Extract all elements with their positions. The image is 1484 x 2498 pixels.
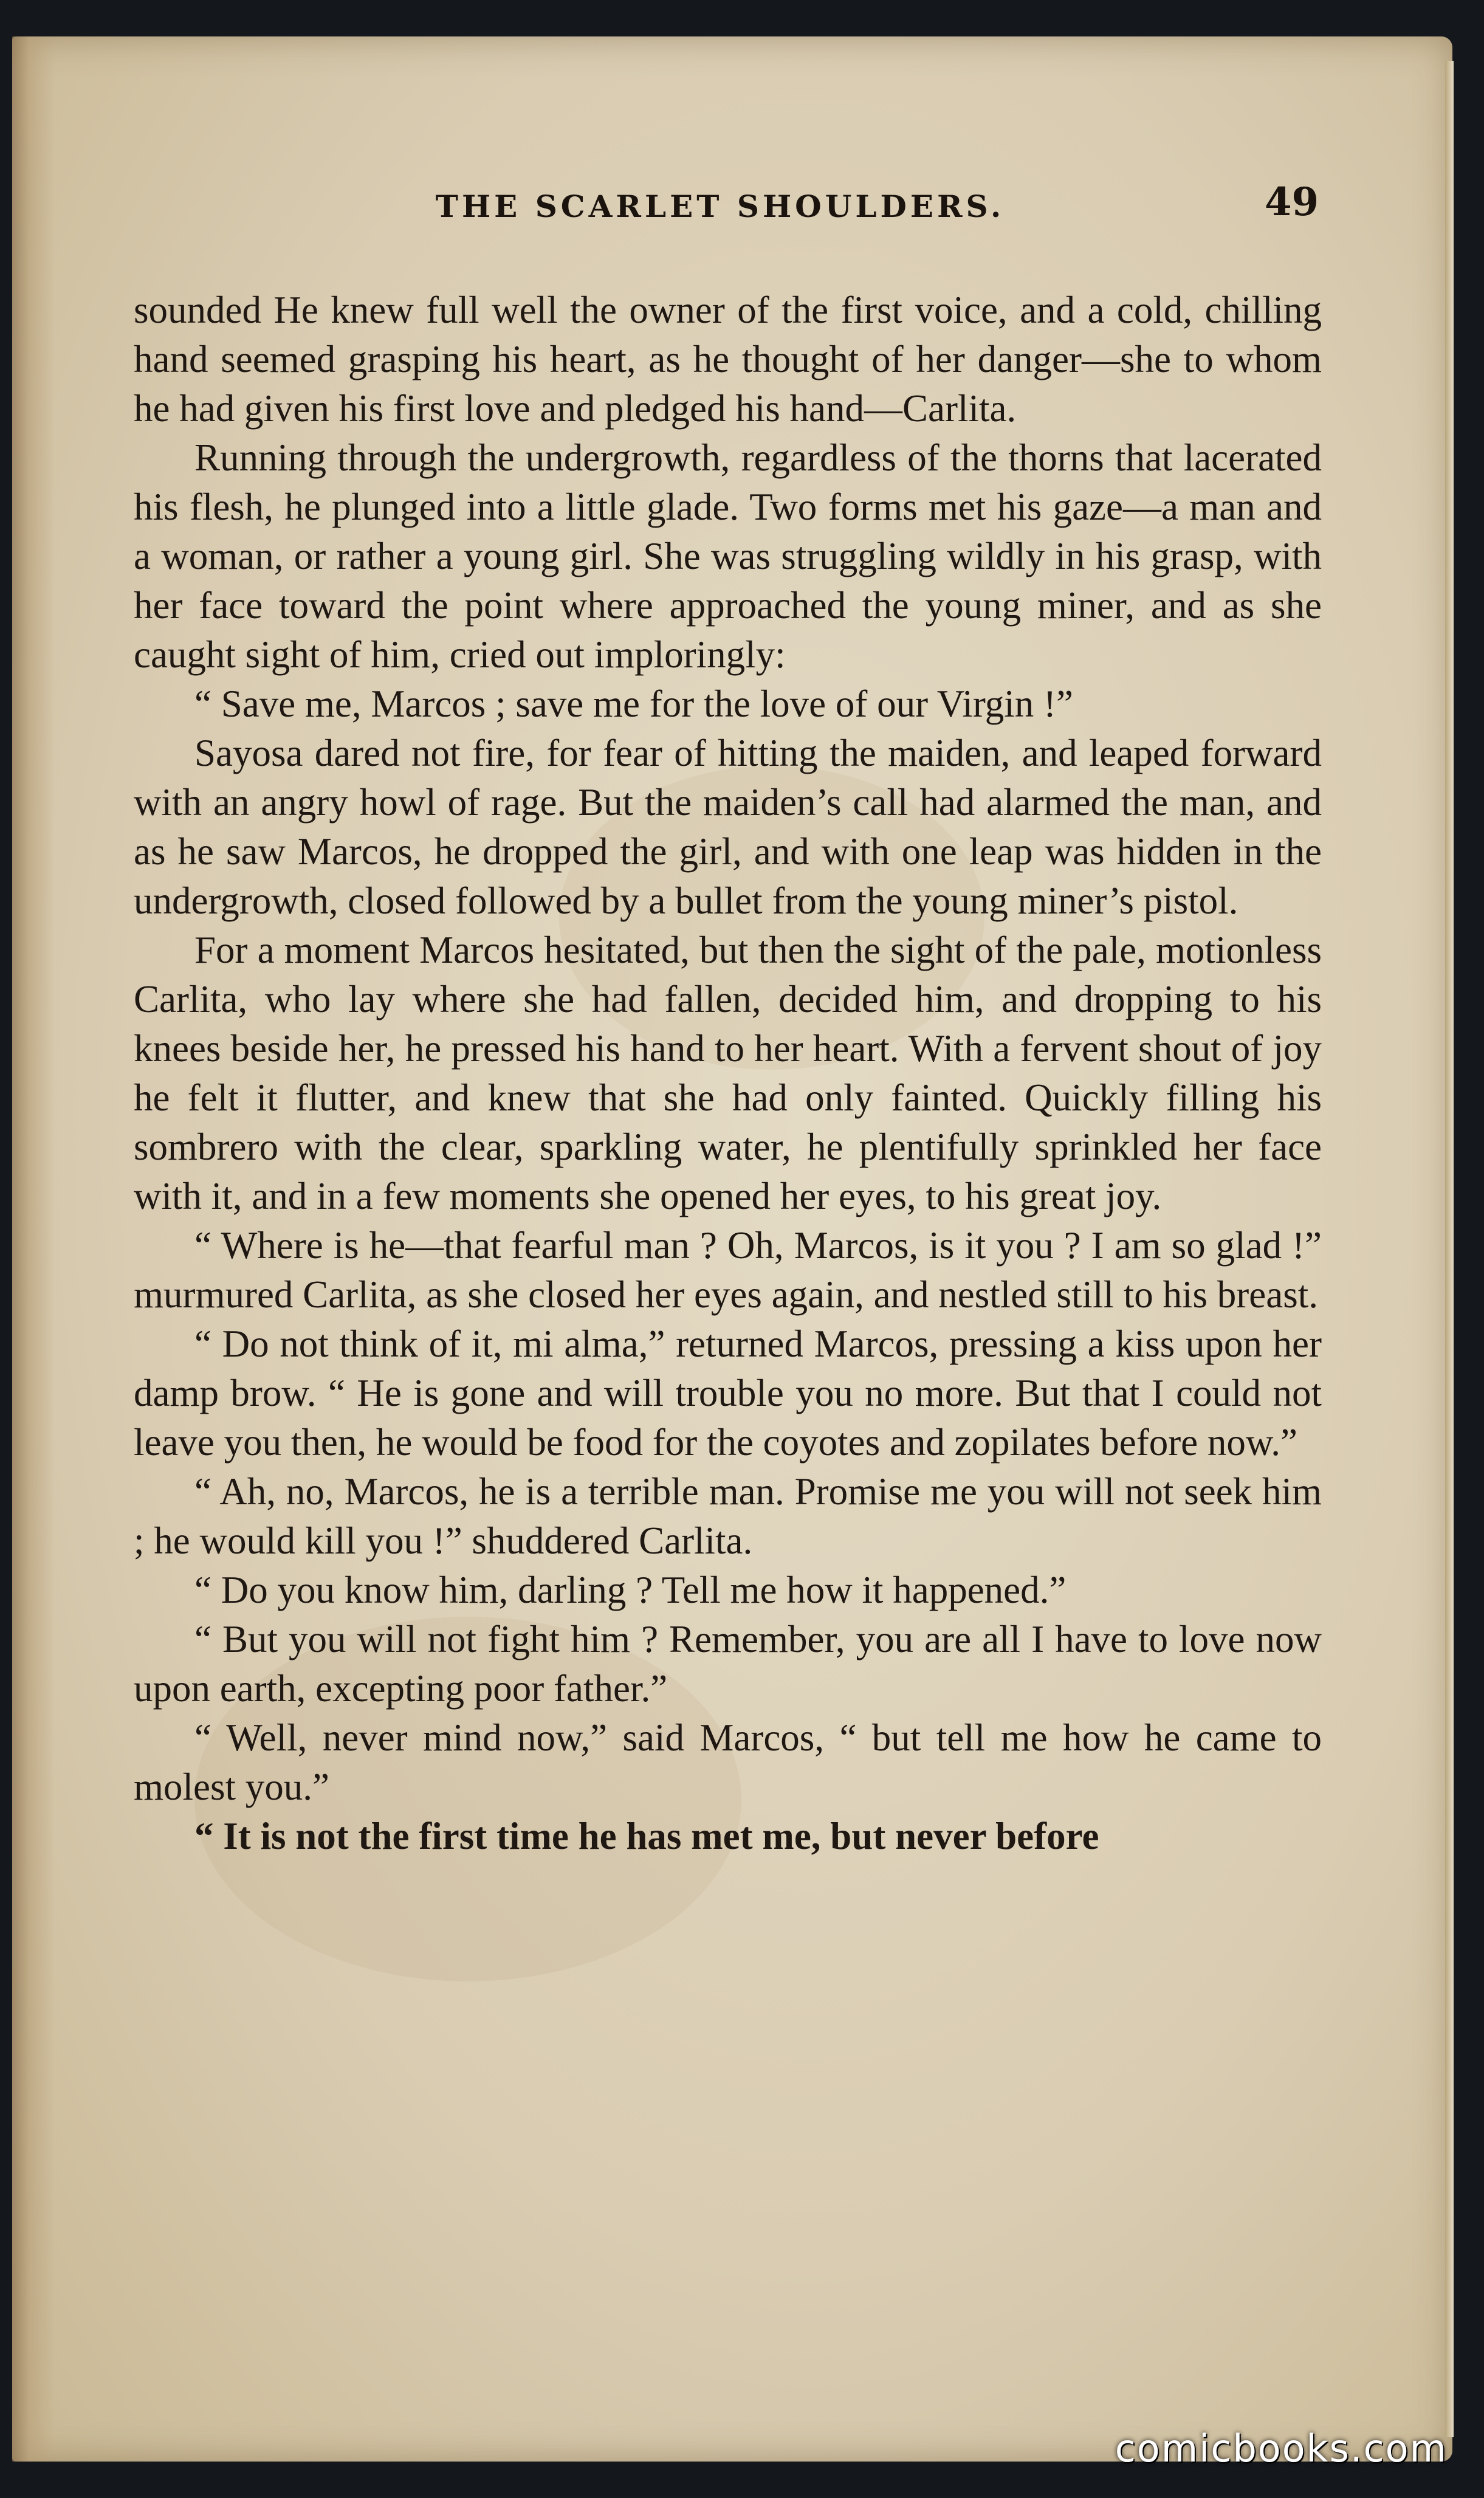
paragraph: Sayosa dared not fire, for fear of hitting the maiden, and leaped forward with an angry howl of rage. But the maiden’s call had alarmed the man, and as he saw Marcos, he dropped the girl, and with one leap was hidden in the undergrowth, closed followed by a bullet from the young miner’s pistol.: [134, 732, 1322, 922]
paragraph: “ It is not the first time he has met me, but never before: [194, 1815, 1099, 1857]
paragraph: “ Where is he—that fearful man ? Oh, Marcos, is it you ? I am so glad !” murmured Carlita, as she closed her eyes again, and nestled still to his breast.: [134, 1224, 1322, 1316]
paragraph: Running through the undergrowth, regardless of the thorns that lacerated his flesh, he plunged into a little glade. Two forms met his gaze—a man and a woman, or rather a young girl. She was struggling wildly in his grasp, with her face toward the point where approached the young miner, and as she caught sight of him, cried out imploringly:: [134, 436, 1322, 676]
running-title: THE SCARLET SHOULDERS.: [435, 188, 1005, 224]
site-watermark: comicbooks.com: [1115, 2426, 1448, 2471]
page-header: [122, 155, 1319, 228]
paragraph: “ Save me, Marcos ; save me for the love of our Virgin !”: [194, 683, 1073, 725]
body-text: [134, 286, 1322, 1861]
paragraph: “ But you will not fight him ? Remember, you are all I have to love now upon earth, excepting poor father.”: [134, 1618, 1322, 1710]
paragraph: “ Well, never mind now,” said Marcos, “ but tell me how he came to molest you.”: [134, 1716, 1322, 1808]
page-number: 49: [1264, 179, 1319, 225]
paragraph: “ Ah, no, Marcos, he is a terrible man. Promise me you will not seek him ; he would kill you !” shuddered Carlita.: [134, 1470, 1322, 1562]
page-edge: [1445, 61, 1454, 2437]
paragraph: For a moment Marcos hesitated, but then the sight of the pale, motionless Carlita, who lay where she had fallen, decided him, and dropping to his knees beside her, he pressed his hand to her heart. With a fervent shout of joy he felt it flutter, and knew that she had only fainted. Quickly filling his sombrero with the clear, sparkling water, he plentifully sprinkled her face with it, and in a few moments she opened her eyes, to his great joy.: [134, 929, 1322, 1217]
paragraph: sounded He knew full well the owner of the first voice, and a cold, chilling hand seemed grasping his heart, as he thought of her danger—she to whom he had given his first love and pledged his hand—Carlita.: [134, 289, 1322, 430]
book-page: [12, 36, 1452, 2462]
paragraph: “ Do not think of it, mi alma,” returned Marcos, pressing a kiss upon her damp brow. “ He is gone and will trouble you no more. But that I could not leave you then, he would be food for the coyotes and zopilates before now.”: [134, 1323, 1322, 1464]
paragraph: “ Do you know him, darling ? Tell me how it happened.”: [194, 1569, 1067, 1611]
page-gutter-shadow: [12, 36, 55, 2462]
